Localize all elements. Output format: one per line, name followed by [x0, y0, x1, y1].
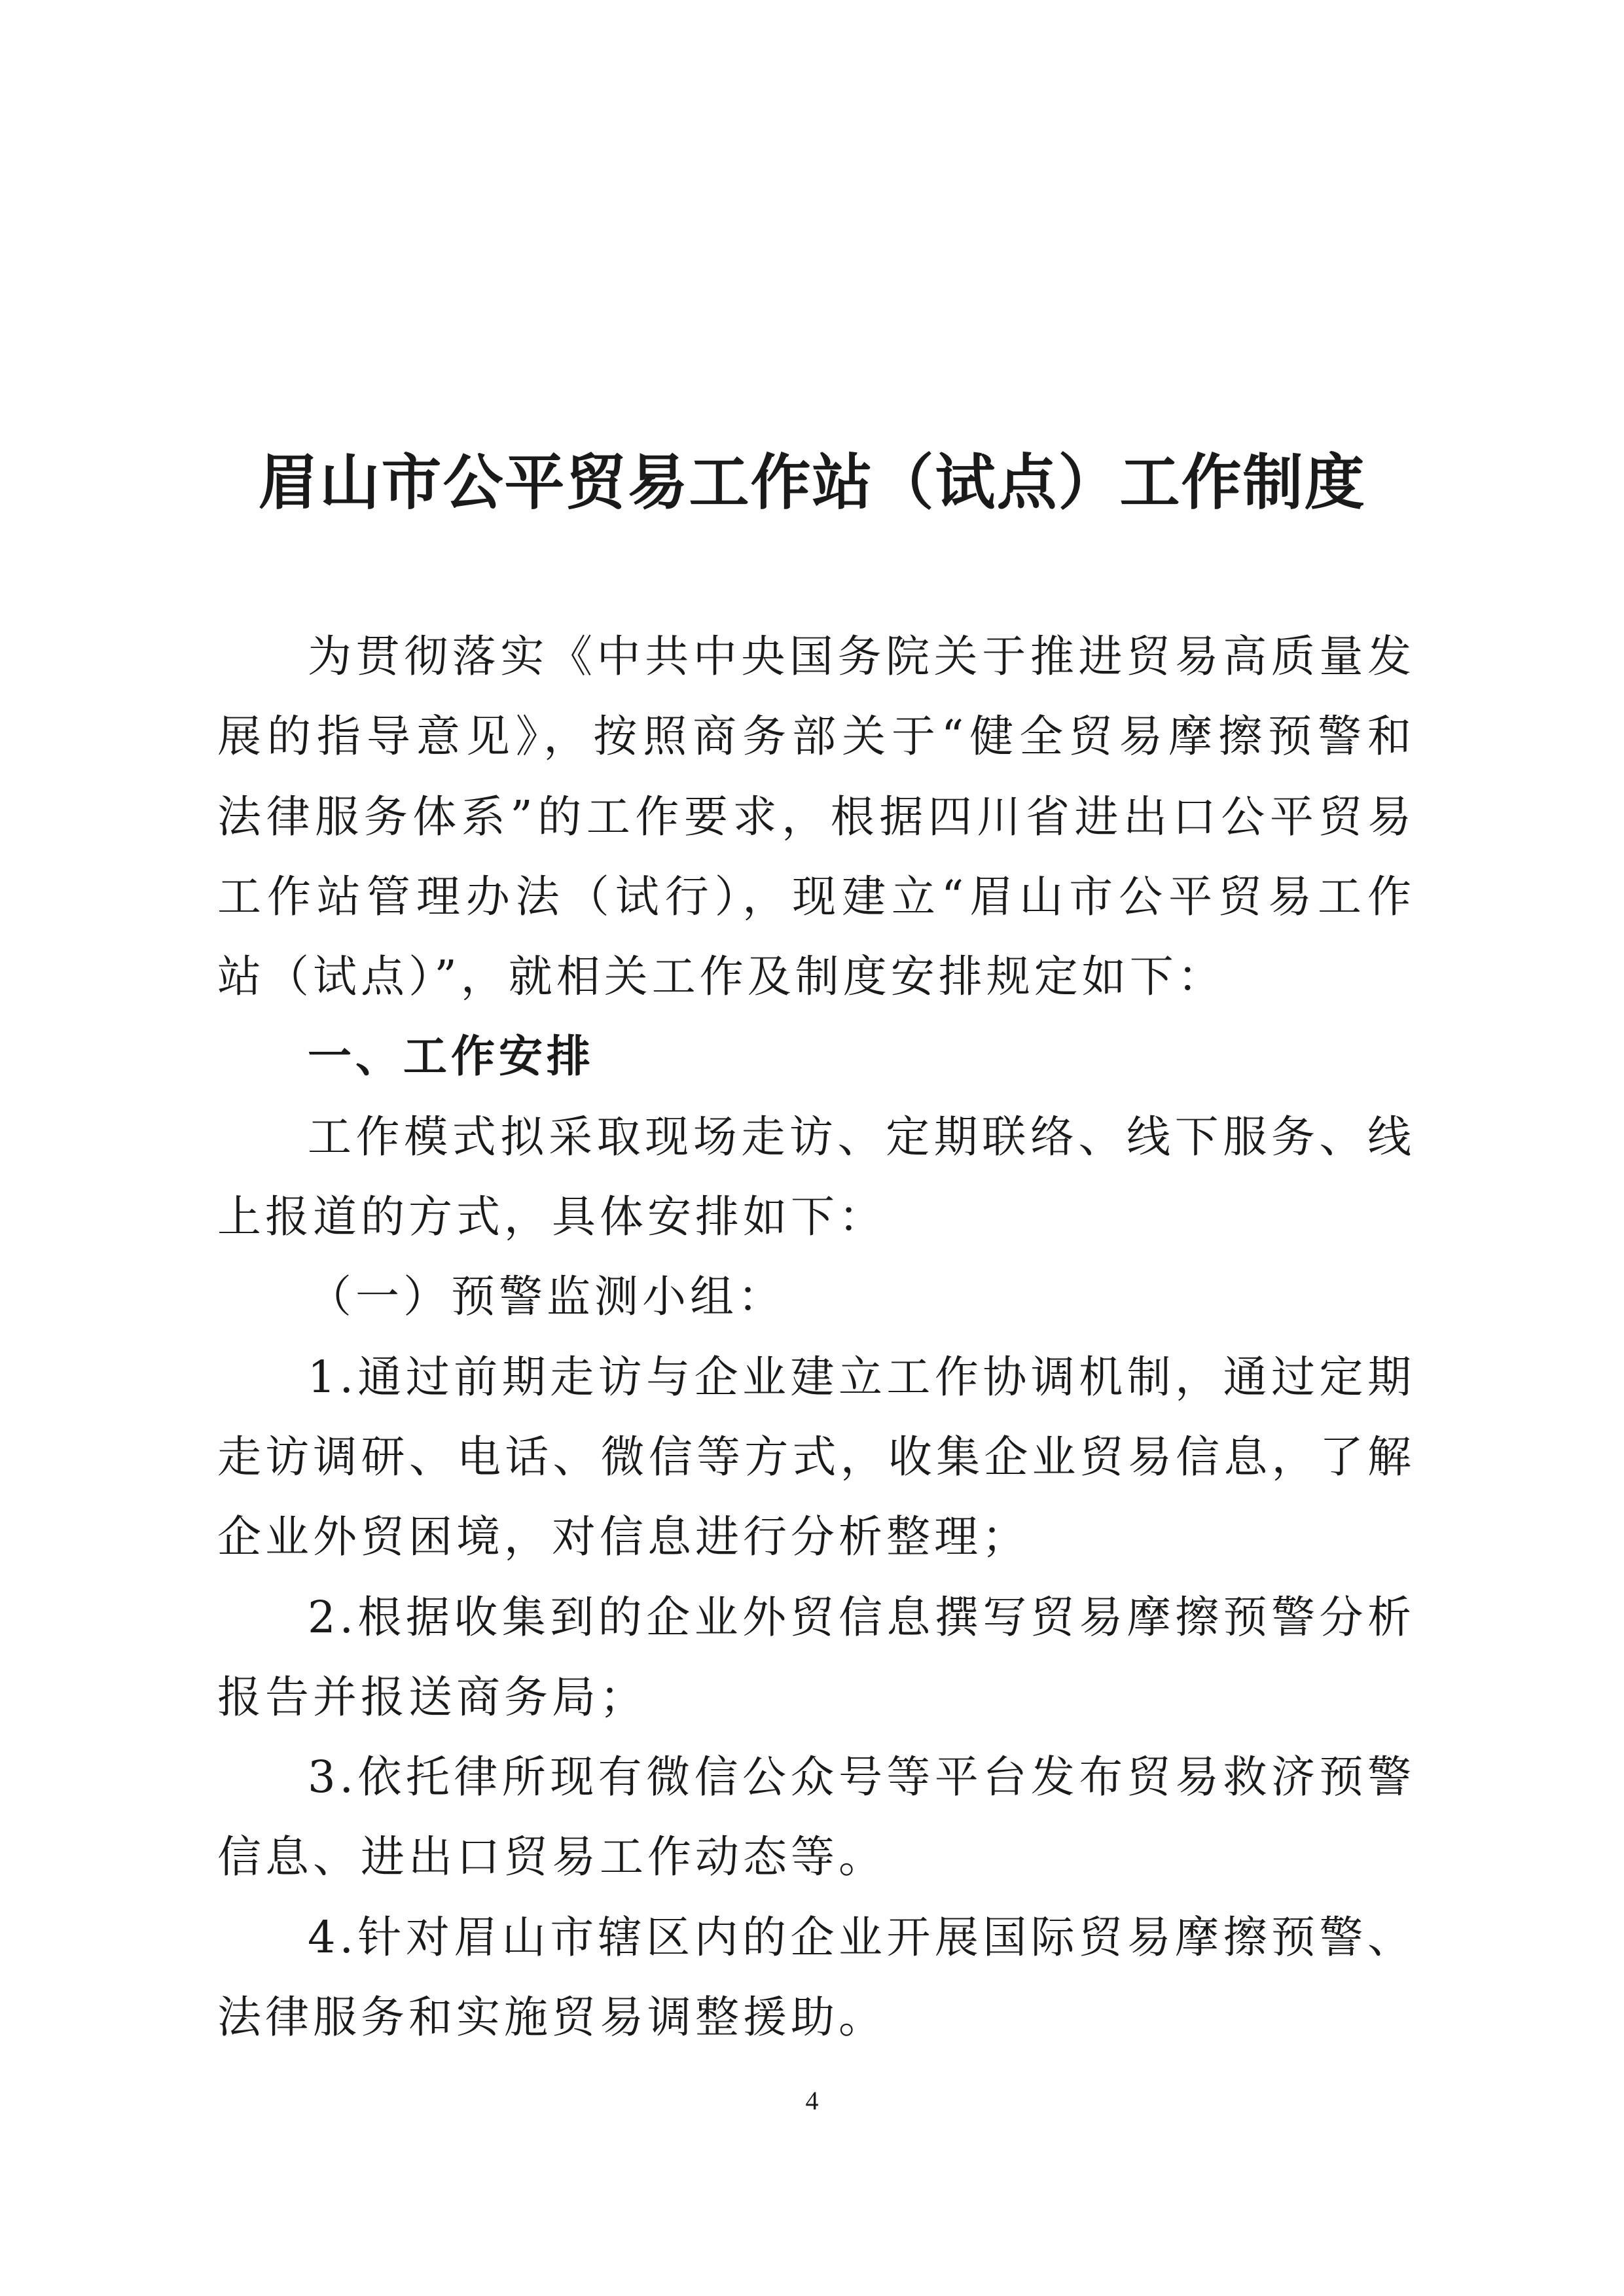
list-item-3: 3.依托律所现有微信公众号等平台发布贸易救济预警信息、进出口贸易工作动态等。: [217, 1751, 1415, 1883]
list-item-1: 1.通过前期走访与企业建立工作协调机制，通过定期走访调研、电话、微信等方式，收集企业贸易信息，了解企业外贸困境，对信息进行分析整理；: [217, 1351, 1415, 1563]
intro-paragraph: 为贯彻落实《中共中央国务院关于推进贸易高质量发展的指导意见》，按照商务部关于“健全贸易摩擦预警和法律服务体系”的工作要求，根据四川省进出口公平贸易工作站管理办法（试行），现建立“眉山市公平贸易工作站（试点）”，就相关工作及制度安排规定如下：: [217, 631, 1415, 1003]
section-heading-work-arrangement: 一、工作安排: [308, 1031, 594, 1083]
list-item-2: 2.根据收集到的企业外贸信息撰写贸易摩擦预警分析报告并报送商务局；: [217, 1591, 1415, 1723]
work-mode-paragraph: 工作模式拟采取现场走访、定期联络、线下服务、线上报道的方式，具体安排如下：: [217, 1111, 1415, 1243]
document-title: 眉山市公平贸易工作站（试点）工作制度: [258, 447, 1366, 518]
list-item-4: 4.针对眉山市辖区内的企业开展国际贸易摩擦预警、法律服务和实施贸易调整援助。: [217, 1911, 1415, 2043]
document-body: [217, 617, 1415, 2057]
page-number: 4: [805, 2086, 819, 2115]
subsection-heading-monitoring-group: （一）预警监测小组：: [308, 1271, 785, 1323]
